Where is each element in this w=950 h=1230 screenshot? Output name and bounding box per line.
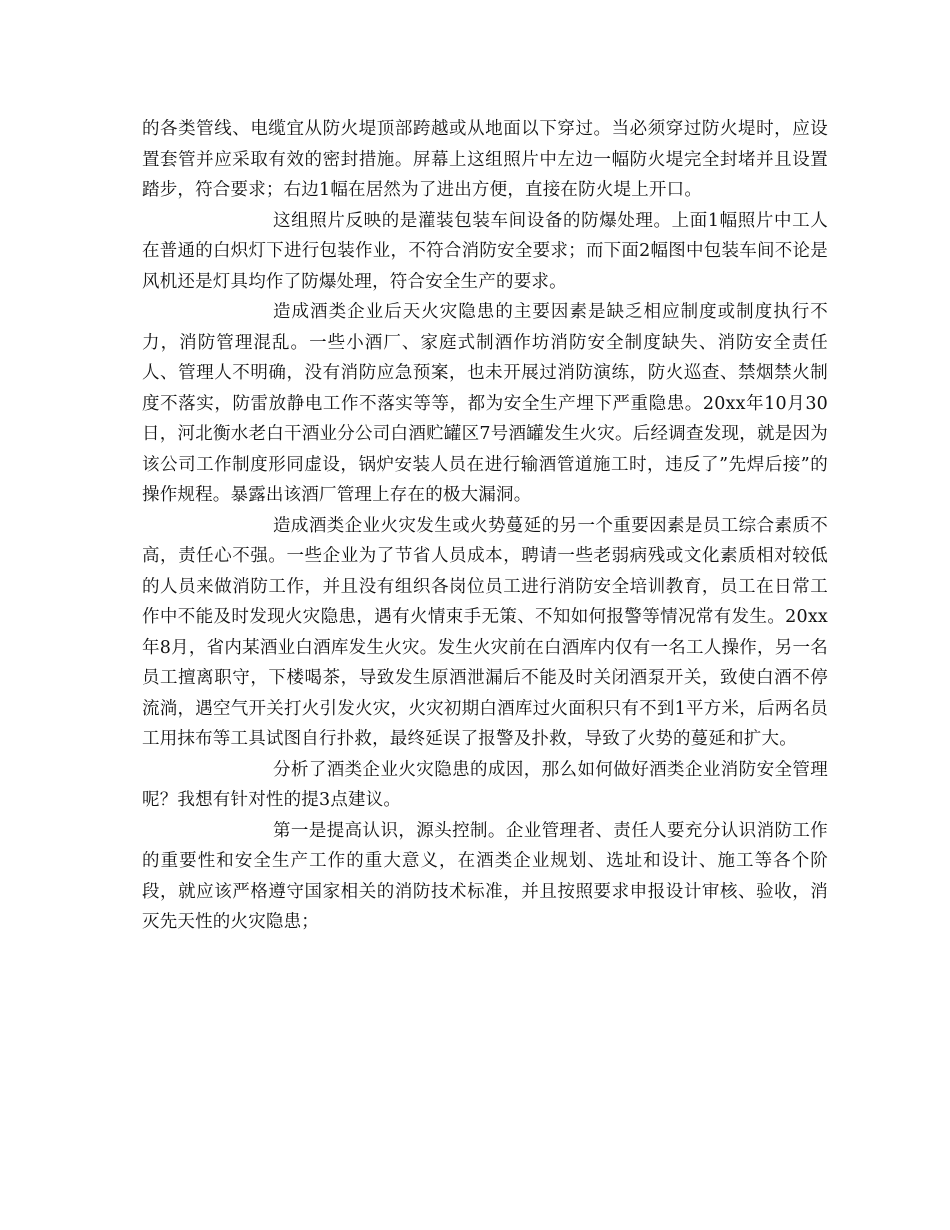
document-body [142, 114, 828, 938]
paragraph-suggestions-intro: 分析了酒类企业火灾隐患的成因，那么如何做好酒类企业消防安全管理呢？我想有针对性的提3点建议。 [142, 759, 828, 810]
paragraph-management-causes: 造成酒类企业后天火灾隐患的主要因素是缺乏相应制度或制度执行不力，消防管理混乱。一些小酒厂、家庭式制酒作坊消防安全制度缺失、消防安全责任人、管理人不明确，没有消防应急预案，也未开展过消防演练，防火巡查、禁烟禁火制度不落实，防雷放静电工作不落实等等，都为安全生产埋下严重隐患。20xx年10月30日，河北衡水老白干酒业分公司白酒贮罐区7号酒罐发生火灾。后经调查发现，就是因为该公司工作制度形同虚设，锅炉安装人员在进行输酒管道施工时，违反了”先焊后接”的操作规程。暴露出该酒厂管理上存在的极大漏洞。 [142, 302, 828, 505]
paragraph-firewall-pipelines: 的各类管线、电缆宜从防火堤顶部跨越或从地面以下穿过。当必须穿过防火堤时，应设置套管并应采取有效的密封措施。屏幕上这组照片中左边一幅防火堤完全封堵并且设置踏步，符合要求；右边1幅在居然为了进出方便，直接在防火堤上开口。 [142, 119, 828, 200]
paragraph-explosion-proofing: 这组照片反映的是灌装包装车间设备的防爆处理。上面1幅照片中工人在普通的白炽灯下进行包装作业，不符合消防安全要求；而下面2幅图中包装车间不论是风机还是灯具均作了防爆处理，符合安全生产的要求。 [142, 210, 828, 292]
paragraph-staff-quality: 造成酒类企业火灾发生或火势蔓延的另一个重要因素是员工综合素质不高，责任心不强。一些企业为了节省人员成本，聘请一些老弱病残或文化素质相对较低的人员来做消防工作，并且没有组织各岗位员工进行消防安全培训教育，员工在日常工作中不能及时发现火灾隐患，遇有火情束手无策、不知如何报警等情况常有发生。20xx年8月，省内某酒业白酒库发生火灾。发生火灾前在白酒库内仅有一名工人操作，另一名员工擅离职守，下楼喝茶，导致发生原酒泄漏后不能及时关闭酒泵开关，致使白酒不停流淌，遇空气开关打火引发火灾，火灾初期白酒库过火面积只有不到1平方米，后两名员工用抹布等工具试图自行扑救，最终延误了报警及扑救，导致了火势的蔓延和扩大。 [142, 515, 828, 749]
paragraph-suggestion-one: 第一是提高认识，源头控制。企业管理者、责任人要充分认识消防工作的重要性和安全生产工作的重大意义，在酒类企业规划、选址和设计、施工等各个阶段，就应该严格遵守国家相关的消防技术标准，并且按照要求申报设计审核、验收，消灭先天性的火灾隐患； [142, 820, 828, 932]
